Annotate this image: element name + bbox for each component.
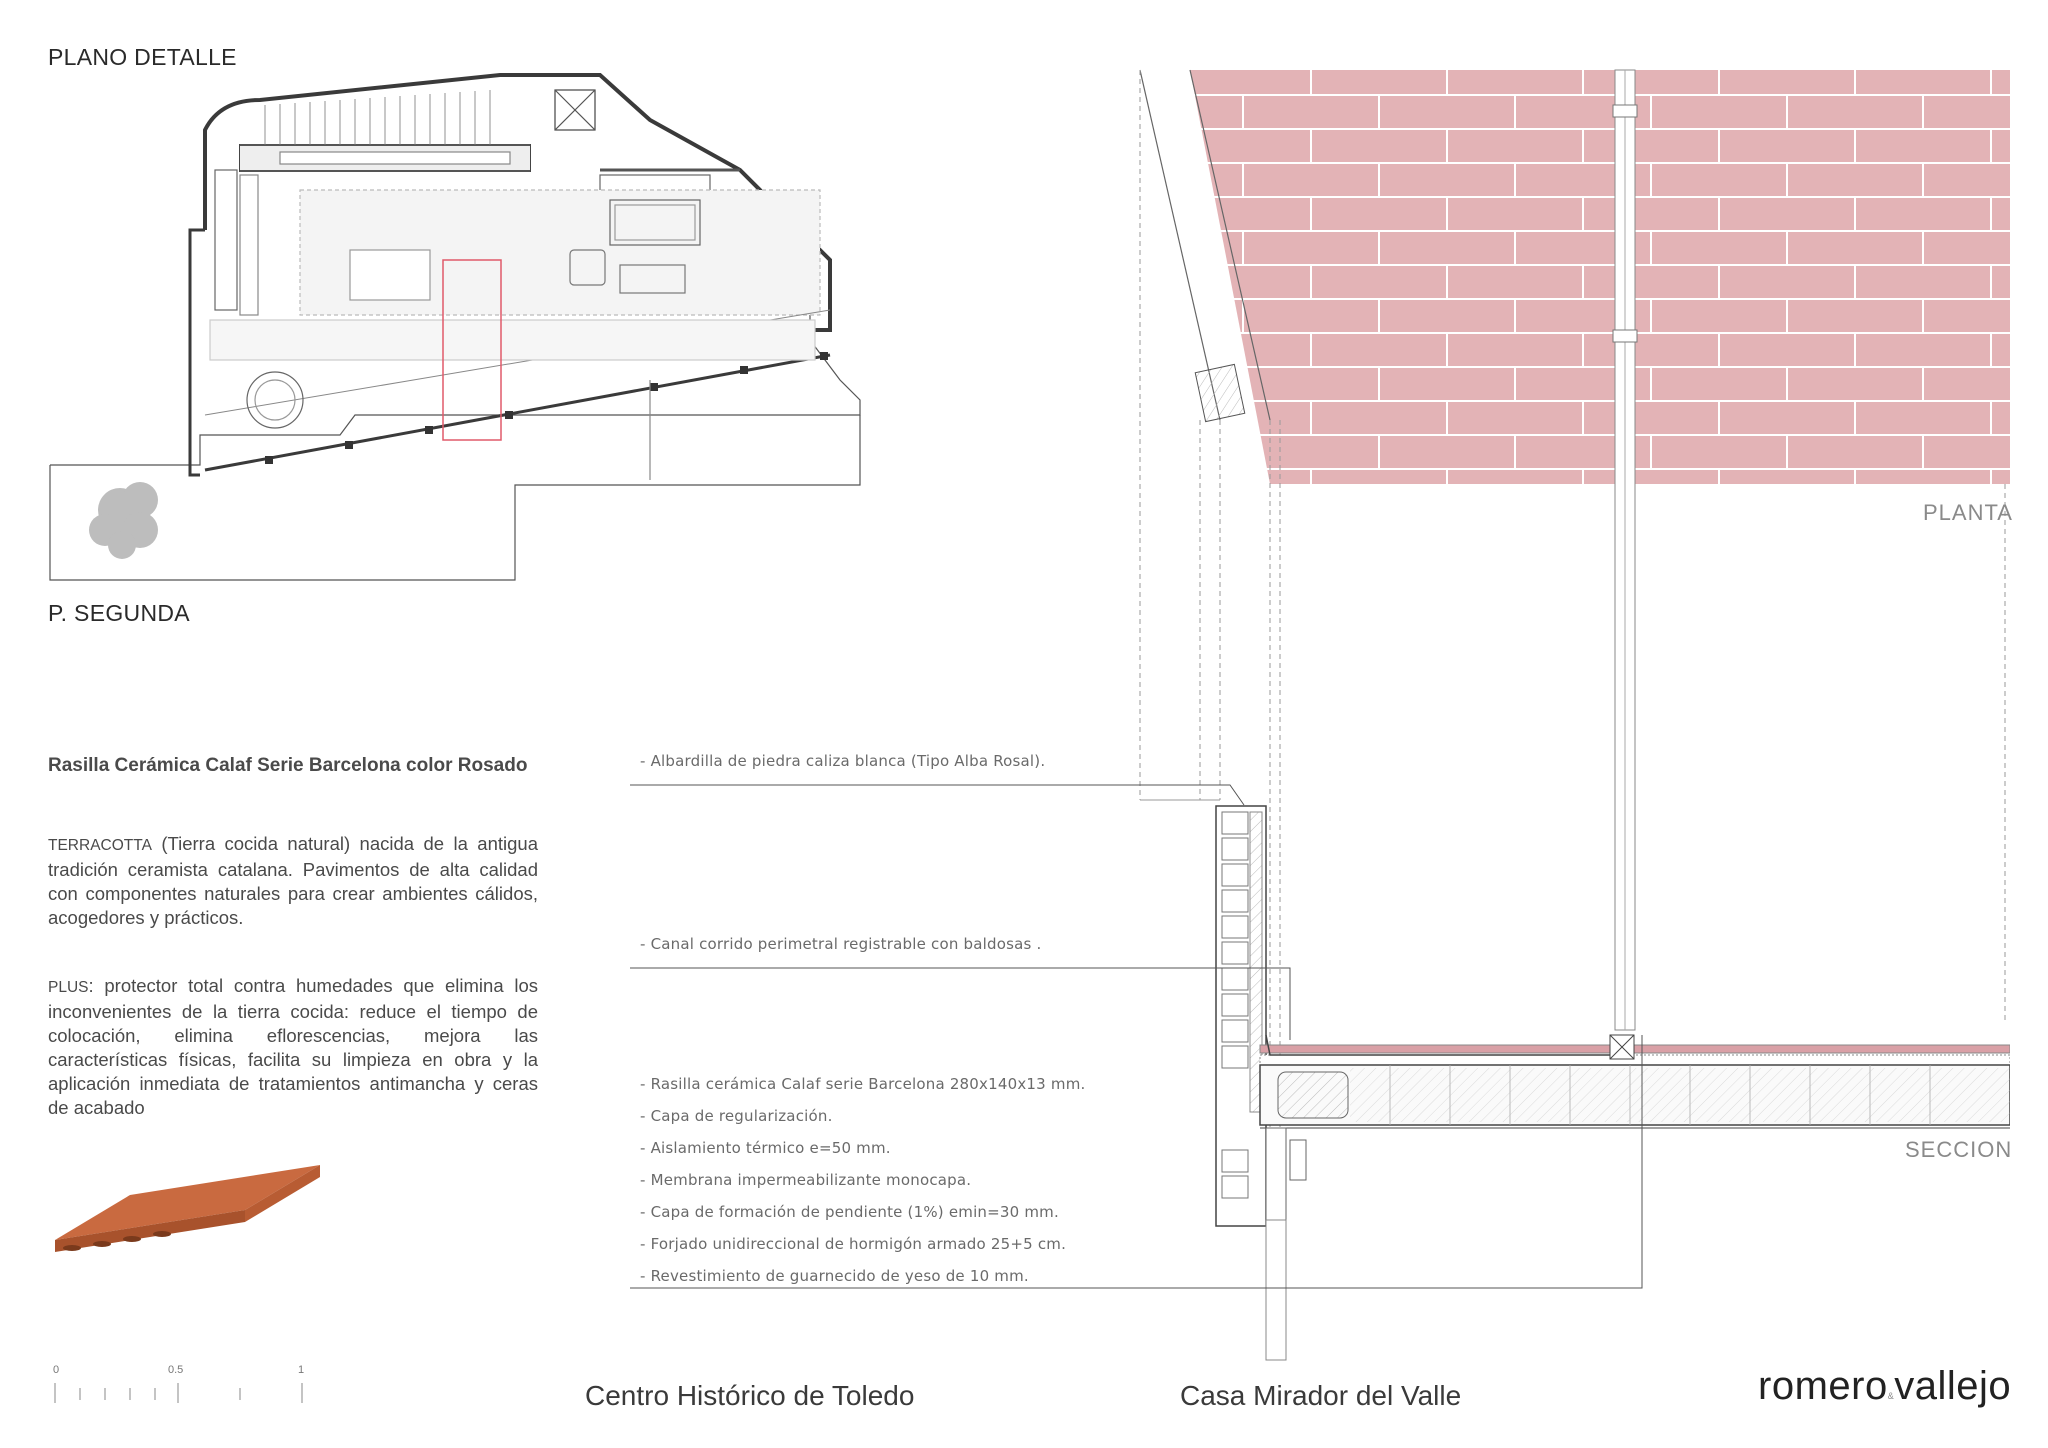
layer-note: - Membrana impermeabilizante monocapa. — [640, 1171, 972, 1189]
footer-location: Centro Histórico de Toledo — [585, 1380, 915, 1411]
page-title: PLANO DETALLE — [48, 44, 237, 70]
product-plus — [48, 974, 538, 1120]
layer-note: - Rasilla cerámica Calaf serie Barcelona 280x140x13 mm. — [640, 1075, 1086, 1093]
view-label-seccion: SECCION — [1905, 1137, 2013, 1162]
scale-bar — [50, 1378, 310, 1408]
scale-label-0: 0 — [53, 1364, 60, 1376]
terracotta-text: (Tierra cocida natural) nacida de la antigua tradición ceramista catalana. Pavimentos de alta calidad con componentes naturales para crear ambientes cálidos, acogedores y prácticos. — [48, 833, 538, 928]
layer-note: - Capa de regularización. — [640, 1107, 833, 1125]
view-label-planta: PLANTA — [1923, 500, 2013, 525]
product-title: Rasilla Cerámica Calaf Serie Barcelona color Rosado — [48, 755, 528, 776]
terracotta-label: TERRACOTTA — [48, 837, 152, 854]
layer-note: - Forjado unidireccional de hormigón armado 25+5 cm. — [640, 1235, 1067, 1253]
tile-sample-image — [50, 1150, 330, 1260]
layer-notes-list — [640, 1075, 1085, 1299]
product-description — [48, 832, 538, 930]
brand-mid: & — [1887, 1391, 1895, 1401]
scale-label-1: 1 — [298, 1364, 305, 1376]
brand-right: vallejo — [1894, 1364, 2012, 1408]
layer-note: - Capa de formación de pendiente (1%) emin=30 mm. — [640, 1203, 1059, 1221]
brand-left: romero — [1758, 1364, 1888, 1408]
footer-project: Casa Mirador del Valle — [1180, 1380, 1462, 1411]
plan-label: P. SEGUNDA — [48, 600, 190, 626]
plus-text: : protector total contra humedades que elimina los inconvenientes de la tierra cocida: reduce el tiempo de colocación, elimina eflorescencias, mejora las características físicas, facilita su limpieza en obra y la aplicación inmediata de tratamientos antimancha y ceras de acabado — [48, 975, 538, 1118]
brand-logo — [1758, 1364, 2011, 1409]
layer-note: - Aislamiento térmico e=50 mm. — [640, 1139, 891, 1157]
note-albardilla: - Albardilla de piedra caliza blanca (Tipo Alba Rosal). — [640, 752, 1046, 770]
plus-label: PLUS — [48, 979, 89, 996]
scale-label-05: 0.5 — [168, 1364, 184, 1376]
layer-note: - Revestimiento de guarnecido de yeso de 10 mm. — [640, 1267, 1029, 1285]
tile-pattern-plan — [1190, 70, 2010, 484]
note-canal: - Canal corrido perimetral registrable con baldosas . — [640, 935, 1042, 953]
